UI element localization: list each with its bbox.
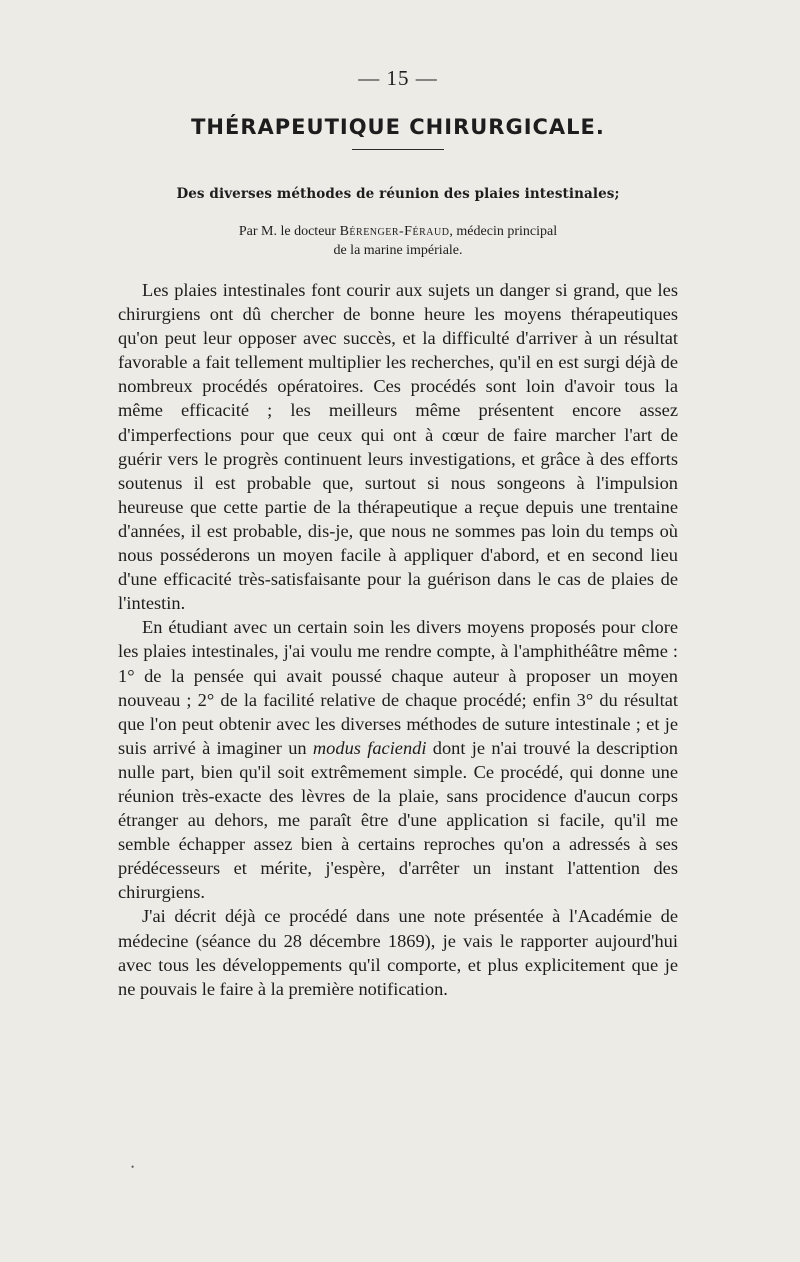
paragraph-2-text-after: dont je n'ai trouvé la description nulle part, bien qu'il soit extrêmement simple. Ce procédé, qui donne une réunion très-exacte des lèvres de la plaie, sans procidence d'aucun corps étranger au dehors, me paraît être d'une application si facile, qu'il me semble échapper assez bien à certains reproches qu'on a adressés à ses prédécesseurs et mérite, j'espère, d'arrêter un instant l'attention des chirurgiens. <box>118 737 678 903</box>
author-line-1 <box>118 222 678 241</box>
author-line-2: de la marine impériale. <box>333 243 463 258</box>
paragraph-2-emphasis: modus faciendi <box>312 737 427 758</box>
section-title: THÉRAPEUTIQUE CHIRURGICALE. <box>191 115 605 139</box>
paragraph-2 <box>118 615 678 904</box>
title-divider <box>352 149 444 150</box>
author-prefix: Par M. le docteur <box>238 224 337 239</box>
author-suffix: , médecin principal <box>449 224 558 239</box>
stray-ink-mark: • <box>131 1162 135 1172</box>
author-byline <box>118 222 678 260</box>
author-name: Bérenger-Féraud <box>339 224 450 239</box>
paragraph-2-text-before: En étudiant avec un certain soin les divers moyens proposés pour clore les plaies intestinales, j'ai voulu me rendre compte, à l'amphithéâtre même : 1° de la pensée qui avait poussé chaque auteur à proposer un moyen nouveau ; 2° de la facilité relative de chaque procédé; enfin 3° du résultat que l'on peut obtenir avec les diverses méthodes de suture intestinale ; et je suis arrivé à imaginer un <box>118 617 678 758</box>
article-body <box>118 278 678 1001</box>
page-number: — 15 — <box>358 66 438 90</box>
paragraph-3: J'ai décrit déjà ce procédé dans une note présentée à l'Académie de médecine (séance du 28 décembre 1869), je vais le rapporter aujourd'hui avec tous les développements qu'il comporte, et plus explicitement que je ne pouvais le faire à la première notification. <box>118 906 678 999</box>
paragraph-1: Les plaies intestinales font courir aux sujets un danger si grand, que les chirurgiens ont dû chercher de bonne heure les moyens thérapeutiques qu'on peut leur opposer avec succès, et la difficulté d'arriver à un résultat favorable a fait tellement multiplier les recherches, qu'il en est surgi déjà de nombreux procédés opératoires. Ces procédés sont loin d'avoir tous la même efficacité ; les meilleurs même présentent encore assez d'imperfections pour que ceux qui ont à cœur de faire marcher l'art de guérir vers le progrès continuent leurs investigations, et grâce à des efforts soutenus il est probable que, surtout si nous songeons à l'impulsion heureuse que cette partie de la thérapeutique a reçue depuis une trentaine d'années, il est probable, dis-je, que nous ne sommes pas loin du temps où nous posséderons un moyen facile à appliquer d'abord, et en second lieu d'une efficacité très-satisfaisante pour la guérison dans le cas de plaies de l'intestin. <box>118 280 678 614</box>
article-subtitle: Des diverses méthodes de réunion des plaies intestinales; <box>176 186 620 202</box>
